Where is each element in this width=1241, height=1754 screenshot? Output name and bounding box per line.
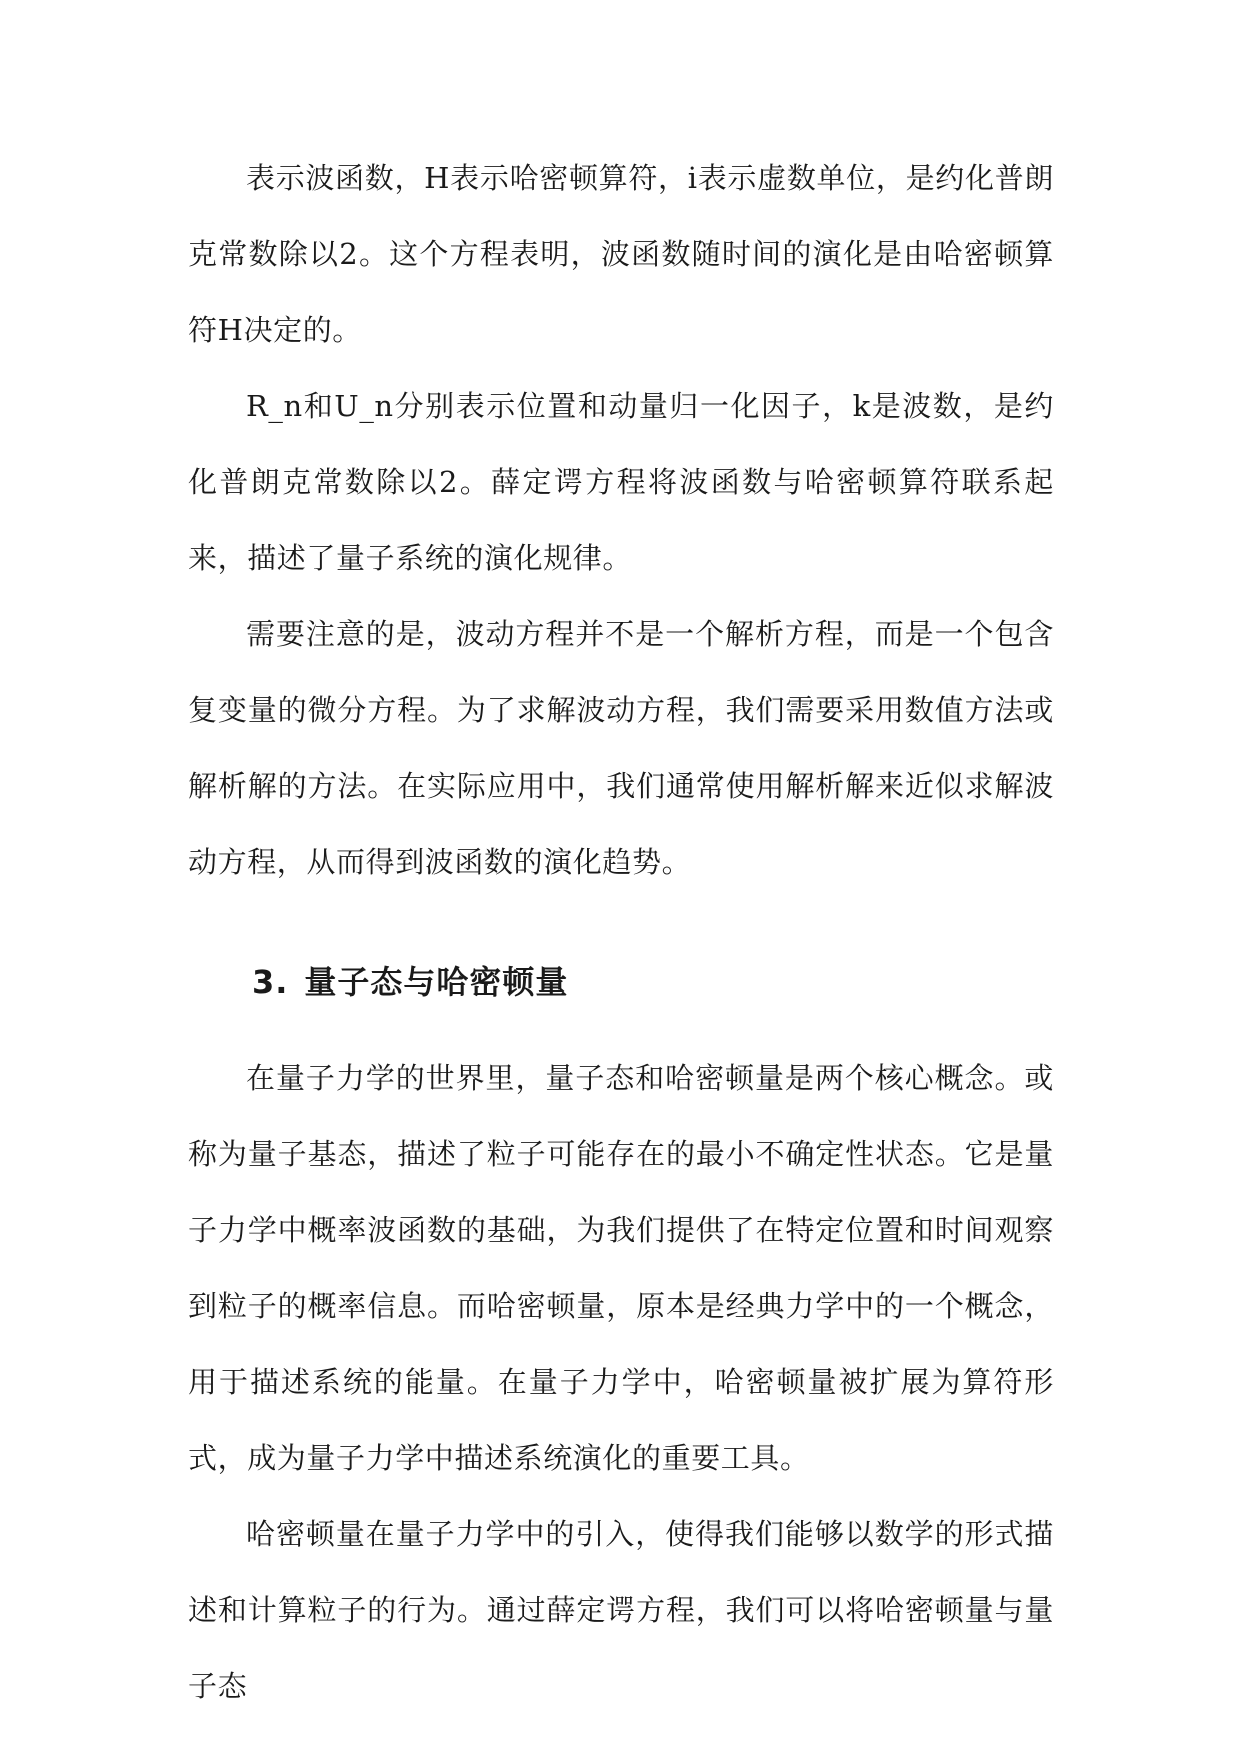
paragraph: 哈密顿量在量子力学中的引入，使得我们能够以数学的形式描述和计算粒子的行为。通过薛定谔方程，我们可以将哈密顿量与量子态 <box>188 1517 1054 1703</box>
paragraph: 在量子力学的世界里，量子态和哈密顿量是两个核心概念。或称为量子基态，描述了粒子可能存在的最小不确定性状态。它是量子力学中概率波函数的基础，为我们提供了在特定位置和时间观察到粒子的概率信息。而哈密顿量，原本是经典力学中的一个概念，用于描述系统的能量。在量子力学中，哈密顿量被扩展为算符形式，成为量子力学中描述系统演化的重要工具。 <box>188 1061 1054 1475</box>
document-body <box>188 140 1054 1724</box>
section-heading <box>188 950 1054 1014</box>
paragraph: 需要注意的是，波动方程并不是一个解析方程，而是一个包含复变量的微分方程。为了求解波动方程，我们需要采用数值方法或解析解的方法。在实际应用中，我们通常使用解析解来近似求解波动方程，从而得到波函数的演化趋势。 <box>188 617 1054 879</box>
section-number: 3. <box>252 963 289 1001</box>
paragraph: R_n和U_n分别表示位置和动量归一化因子，k是波数，是约化普朗克常数除以2。薛定谔方程将波函数与哈密顿算符联系起来，描述了量子系统的演化规律。 <box>188 389 1054 575</box>
paragraph: 表示波函数，H表示哈密顿算符，i表示虚数单位，是约化普朗克常数除以2。这个方程表明，波函数随时间的演化是由哈密顿算符H决定的。 <box>188 161 1054 347</box>
section-title: 量子态与哈密顿量 <box>304 963 569 1001</box>
